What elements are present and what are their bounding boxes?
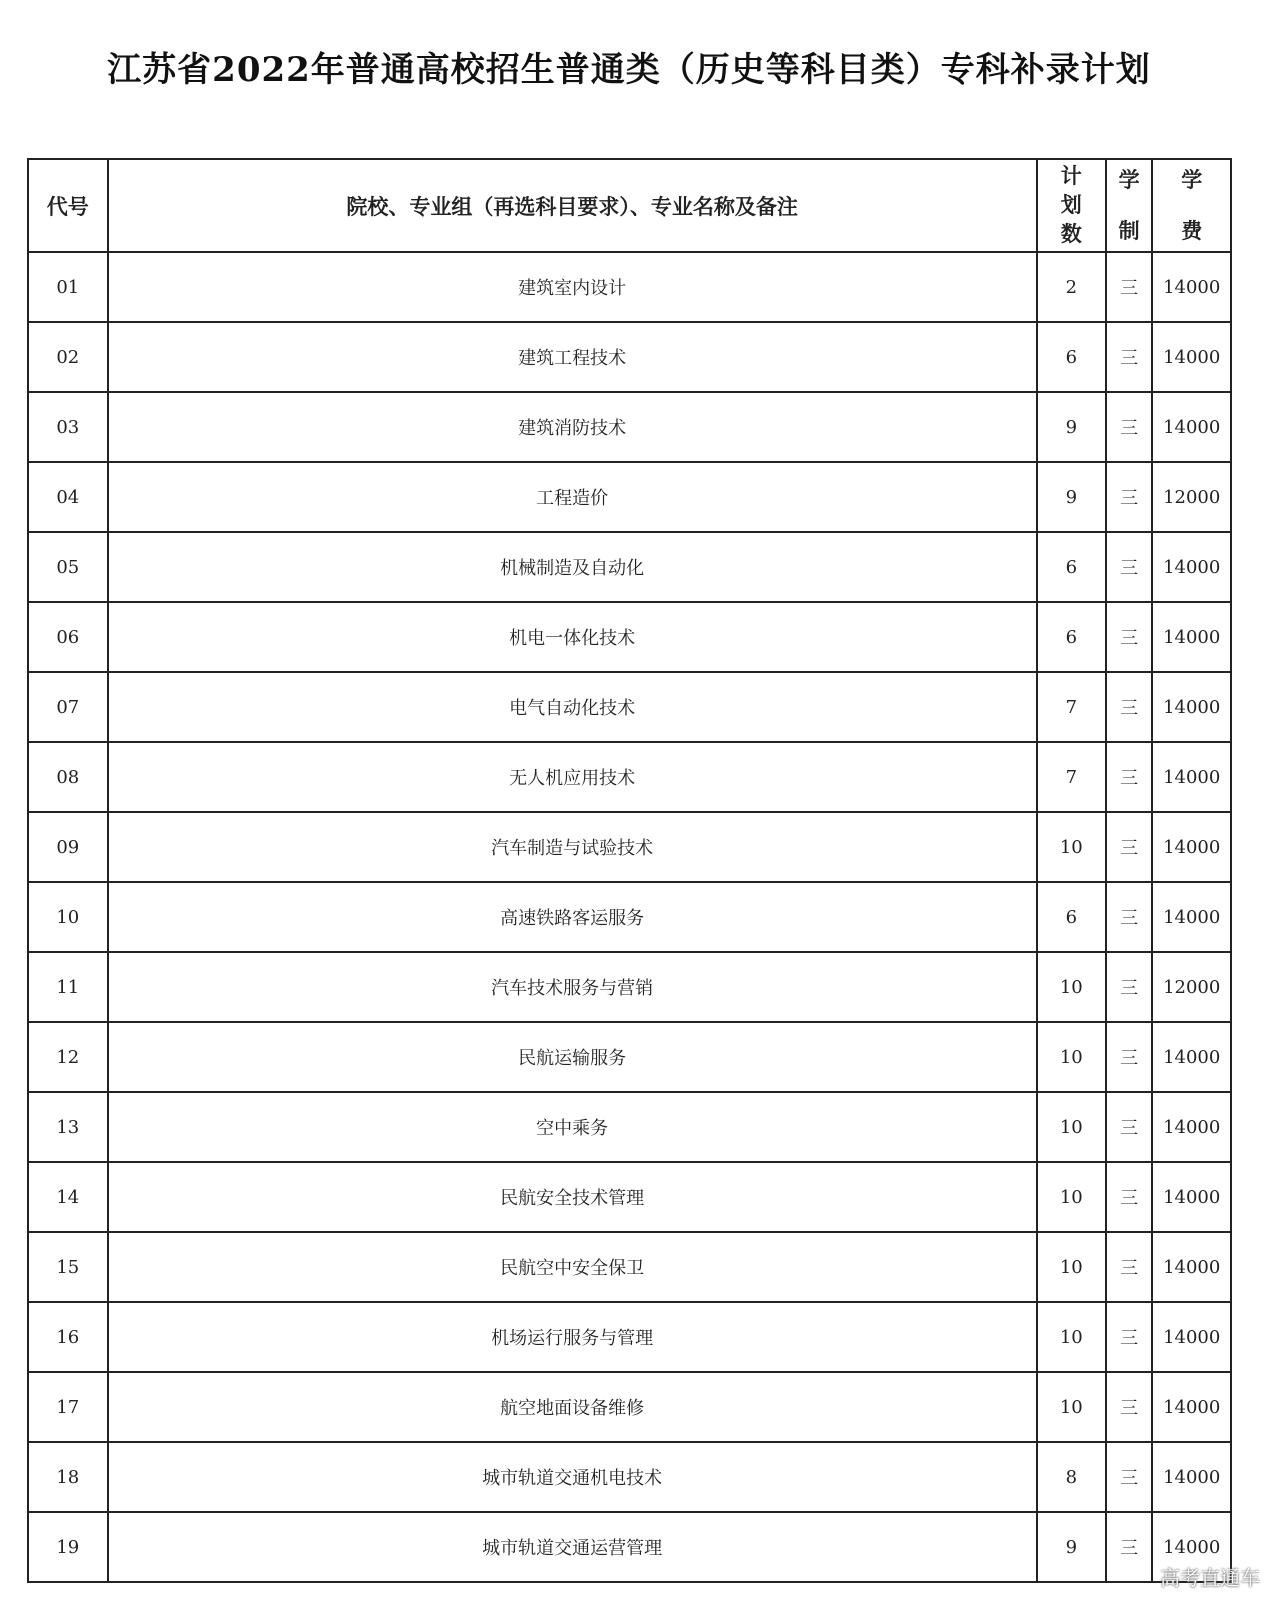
cell-fee: 14000 bbox=[1152, 532, 1231, 602]
cell-plan-count: 10 bbox=[1037, 1372, 1106, 1442]
header-years-char: 学 bbox=[1118, 167, 1140, 192]
cell-fee: 14000 bbox=[1152, 1372, 1231, 1442]
table-row bbox=[28, 462, 1231, 532]
cell-plan-count: 7 bbox=[1037, 742, 1106, 812]
cell-code: 18 bbox=[28, 1442, 108, 1512]
cell-fee: 14000 bbox=[1152, 1442, 1231, 1512]
page-title: 江苏省2022年普通高校招生普通类（历史等科目类）专科补录计划 bbox=[107, 50, 1151, 90]
table-row bbox=[28, 952, 1231, 1022]
cell-fee: 14000 bbox=[1152, 1302, 1231, 1372]
cell-code: 10 bbox=[28, 882, 108, 952]
cell-plan-count: 10 bbox=[1037, 952, 1106, 1022]
cell-code: 12 bbox=[28, 1022, 108, 1092]
table-row bbox=[28, 742, 1231, 812]
table-row bbox=[28, 1092, 1231, 1162]
cell-major-name: 工程造价 bbox=[108, 462, 1037, 532]
cell-years: 三 bbox=[1106, 1022, 1153, 1092]
cell-major-name: 高速铁路客运服务 bbox=[108, 882, 1037, 952]
table-body bbox=[28, 252, 1231, 1582]
header-fee bbox=[1152, 159, 1231, 252]
table-row bbox=[28, 252, 1231, 322]
cell-major-name: 汽车技术服务与营销 bbox=[108, 952, 1037, 1022]
cell-major-name: 城市轨道交通运营管理 bbox=[108, 1512, 1037, 1582]
cell-fee: 14000 bbox=[1152, 672, 1231, 742]
cell-years: 三 bbox=[1106, 1442, 1153, 1512]
cell-code: 03 bbox=[28, 392, 108, 462]
table-row bbox=[28, 1022, 1231, 1092]
cell-major-name: 城市轨道交通机电技术 bbox=[108, 1442, 1037, 1512]
cell-plan-count: 10 bbox=[1037, 1022, 1106, 1092]
cell-major-name: 航空地面设备维修 bbox=[108, 1372, 1037, 1442]
cell-years: 三 bbox=[1106, 952, 1153, 1022]
table-row bbox=[28, 1372, 1231, 1442]
cell-plan-count: 9 bbox=[1037, 1512, 1106, 1582]
cell-fee: 14000 bbox=[1152, 252, 1231, 322]
cell-code: 13 bbox=[28, 1092, 108, 1162]
cell-major-name: 建筑消防技术 bbox=[108, 392, 1037, 462]
header-code: 代号 bbox=[28, 159, 108, 252]
table-row bbox=[28, 392, 1231, 462]
cell-years: 三 bbox=[1106, 462, 1153, 532]
cell-fee: 12000 bbox=[1152, 952, 1231, 1022]
table-row bbox=[28, 322, 1231, 392]
cell-plan-count: 6 bbox=[1037, 532, 1106, 602]
header-plan bbox=[1037, 159, 1106, 252]
cell-code: 04 bbox=[28, 462, 108, 532]
cell-fee: 12000 bbox=[1152, 462, 1231, 532]
cell-plan-count: 6 bbox=[1037, 602, 1106, 672]
cell-code: 02 bbox=[28, 322, 108, 392]
table-row bbox=[28, 1302, 1231, 1372]
cell-plan-count: 10 bbox=[1037, 812, 1106, 882]
cell-plan-count: 10 bbox=[1037, 1232, 1106, 1302]
cell-plan-count: 10 bbox=[1037, 1302, 1106, 1372]
cell-fee: 14000 bbox=[1152, 1092, 1231, 1162]
cell-fee: 14000 bbox=[1152, 322, 1231, 392]
table-row bbox=[28, 812, 1231, 882]
cell-plan-count: 9 bbox=[1037, 462, 1106, 532]
header-years bbox=[1106, 159, 1153, 252]
cell-years: 三 bbox=[1106, 602, 1153, 672]
cell-fee: 14000 bbox=[1152, 882, 1231, 952]
cell-plan-count: 6 bbox=[1037, 882, 1106, 952]
cell-code: 07 bbox=[28, 672, 108, 742]
cell-fee: 14000 bbox=[1152, 1022, 1231, 1092]
table-row bbox=[28, 672, 1231, 742]
cell-years: 三 bbox=[1106, 812, 1153, 882]
cell-code: 08 bbox=[28, 742, 108, 812]
cell-major-name: 机械制造及自动化 bbox=[108, 532, 1037, 602]
cell-plan-count: 6 bbox=[1037, 322, 1106, 392]
cell-fee: 14000 bbox=[1152, 1232, 1231, 1302]
cell-code: 14 bbox=[28, 1162, 108, 1232]
cell-major-name: 无人机应用技术 bbox=[108, 742, 1037, 812]
cell-fee: 14000 bbox=[1152, 742, 1231, 812]
cell-major-name: 空中乘务 bbox=[108, 1092, 1037, 1162]
header-plan-char: 计 bbox=[1060, 164, 1082, 188]
cell-fee: 14000 bbox=[1152, 392, 1231, 462]
cell-plan-count: 7 bbox=[1037, 672, 1106, 742]
cell-code: 06 bbox=[28, 602, 108, 672]
cell-years: 三 bbox=[1106, 392, 1153, 462]
table-header-row bbox=[28, 159, 1231, 252]
table-row bbox=[28, 1512, 1231, 1582]
cell-plan-count: 9 bbox=[1037, 392, 1106, 462]
cell-major-name: 民航安全技术管理 bbox=[108, 1162, 1037, 1232]
cell-major-name: 汽车制造与试验技术 bbox=[108, 812, 1037, 882]
header-plan-char: 数 bbox=[1060, 222, 1082, 246]
cell-major-name: 建筑工程技术 bbox=[108, 322, 1037, 392]
cell-major-name: 建筑室内设计 bbox=[108, 252, 1037, 322]
cell-code: 19 bbox=[28, 1512, 108, 1582]
table-row bbox=[28, 1162, 1231, 1232]
cell-fee: 14000 bbox=[1152, 1162, 1231, 1232]
cell-code: 05 bbox=[28, 532, 108, 602]
cell-code: 16 bbox=[28, 1302, 108, 1372]
cell-fee: 14000 bbox=[1152, 1512, 1231, 1582]
cell-major-name: 民航空中安全保卫 bbox=[108, 1232, 1037, 1302]
table-row bbox=[28, 532, 1231, 602]
cell-years: 三 bbox=[1106, 1512, 1153, 1582]
cell-years: 三 bbox=[1106, 1232, 1153, 1302]
admission-plan-table bbox=[27, 158, 1232, 1583]
table-row bbox=[28, 1442, 1231, 1512]
cell-major-name: 机电一体化技术 bbox=[108, 602, 1037, 672]
cell-years: 三 bbox=[1106, 1092, 1153, 1162]
header-fee-char: 学 bbox=[1181, 167, 1203, 192]
cell-years: 三 bbox=[1106, 672, 1153, 742]
cell-fee: 14000 bbox=[1152, 812, 1231, 882]
cell-code: 01 bbox=[28, 252, 108, 322]
cell-major-name: 机场运行服务与管理 bbox=[108, 1302, 1037, 1372]
cell-years: 三 bbox=[1106, 1162, 1153, 1232]
cell-years: 三 bbox=[1106, 252, 1153, 322]
watermark: 高考直通车 bbox=[1160, 1566, 1260, 1590]
cell-plan-count: 10 bbox=[1037, 1162, 1106, 1232]
header-plan-char: 划 bbox=[1060, 193, 1082, 217]
cell-plan-count: 10 bbox=[1037, 1092, 1106, 1162]
cell-major-name: 民航运输服务 bbox=[108, 1022, 1037, 1092]
table-row bbox=[28, 602, 1231, 672]
header-name: 院校、专业组（再选科目要求）、专业名称及备注 bbox=[108, 159, 1037, 252]
cell-code: 17 bbox=[28, 1372, 108, 1442]
cell-years: 三 bbox=[1106, 1372, 1153, 1442]
cell-code: 11 bbox=[28, 952, 108, 1022]
cell-fee: 14000 bbox=[1152, 602, 1231, 672]
cell-years: 三 bbox=[1106, 742, 1153, 812]
cell-years: 三 bbox=[1106, 532, 1153, 602]
cell-code: 09 bbox=[28, 812, 108, 882]
table-row bbox=[28, 882, 1231, 952]
cell-major-name: 电气自动化技术 bbox=[108, 672, 1037, 742]
cell-plan-count: 2 bbox=[1037, 252, 1106, 322]
cell-years: 三 bbox=[1106, 1302, 1153, 1372]
header-fee-char: 费 bbox=[1181, 218, 1203, 243]
cell-code: 15 bbox=[28, 1232, 108, 1302]
table-row bbox=[28, 1232, 1231, 1302]
header-years-char: 制 bbox=[1118, 218, 1140, 243]
cell-years: 三 bbox=[1106, 882, 1153, 952]
cell-years: 三 bbox=[1106, 322, 1153, 392]
cell-plan-count: 8 bbox=[1037, 1442, 1106, 1512]
